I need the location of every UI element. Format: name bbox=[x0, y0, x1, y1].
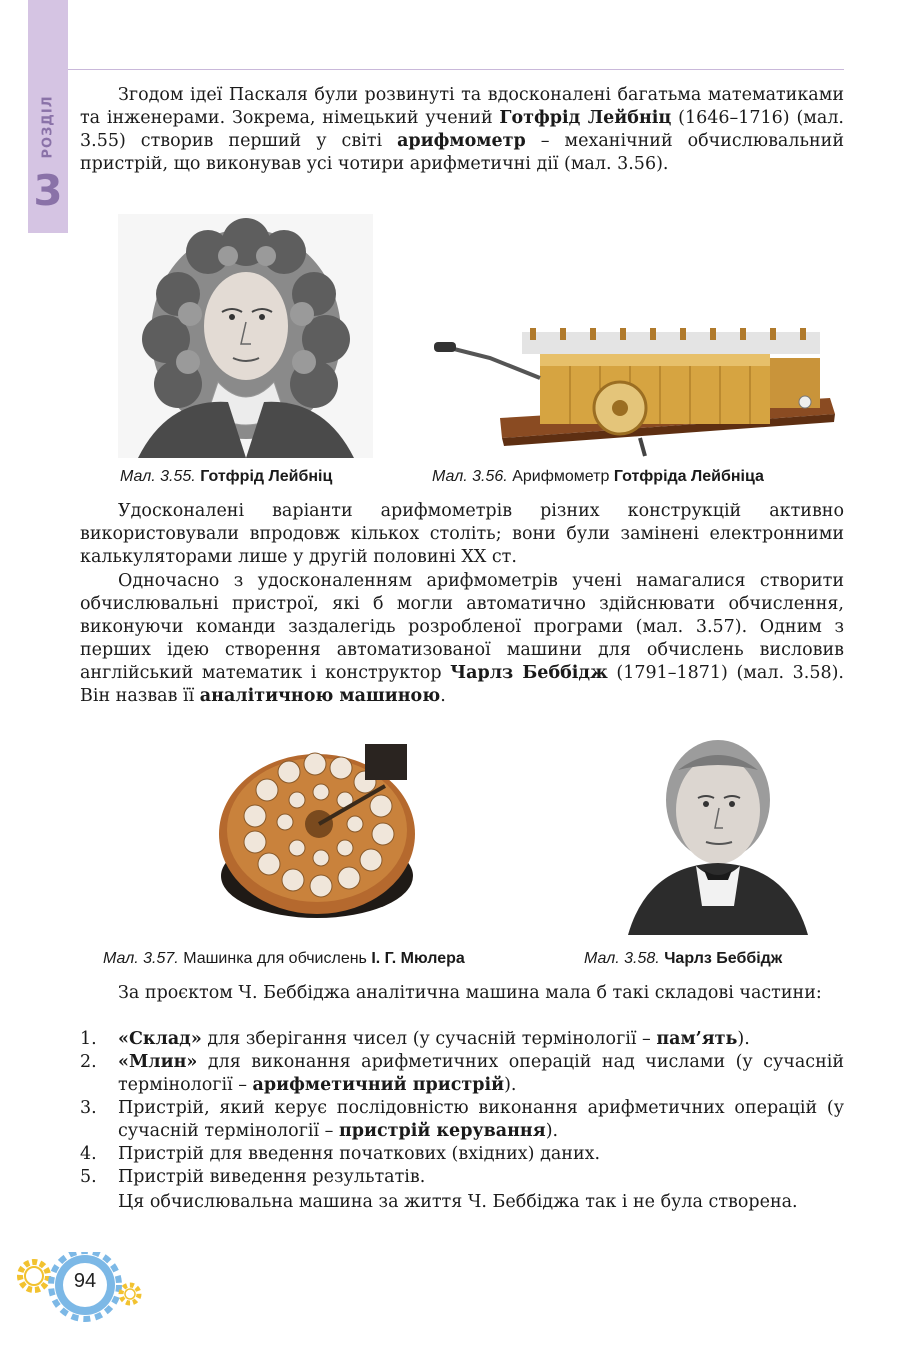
caption-fig-3-57: Мал. 3.57. Машинка для обчислень І. Г. Мюлера bbox=[103, 950, 465, 967]
leibniz-portrait-image bbox=[118, 214, 373, 458]
list-item: 5. Пристрій виведення результатів. bbox=[80, 1167, 426, 1187]
figure-muller-machine bbox=[215, 726, 420, 931]
figure-arithmometer bbox=[430, 318, 850, 458]
paragraph-leibniz: Згодом ідеї Паскаля були розвинуті та вдосконалені багатьма математиками та інженерами. Зокрема, німецький учений Готфрід Лейбніц (1646–1716) (мал. 3.55) створив перший у світі арифмометр – механічний обчислювальний пристрій, що виконував усі чотири арифметичні дії (мал. 3.56). bbox=[80, 85, 844, 174]
babbage-portrait-image bbox=[618, 730, 818, 935]
yellow-gear-left-icon bbox=[20, 1262, 48, 1290]
list-item: 1. «Склад» для зберігання чисел (у сучасній термінології – пам’ять). bbox=[80, 1029, 750, 1049]
paragraph-conclusion: Ця обчислювальна машина за життя Ч. Беббіджа так і не була створена. bbox=[118, 1192, 798, 1212]
chapter-number: 3 bbox=[33, 166, 63, 215]
caption-fig-3-58: Мал. 3.58. Чарлз Беббідж bbox=[584, 950, 783, 967]
list-item: 4. Пристрій для введення початкових (вхідних) даних. bbox=[80, 1144, 601, 1164]
figure-leibniz-portrait bbox=[118, 214, 373, 458]
arithmometer-image bbox=[430, 318, 850, 458]
figure-babbage-portrait bbox=[618, 730, 818, 935]
header-rule bbox=[68, 69, 844, 70]
paragraph-babbage: Одночасно з удосконаленням арифмометрів учені намагалися створити обчислювальні пристрої, які б могли автоматично здійснювати обчислення, виконуючи команди заздалегідь розробленої програми (мал. 3.57). Одним з перших ідею створення автоматизованої машини для обчислень висловив англійський математик і конструктор Чарлз Беббідж (1791–1871) (мал. 3.58). Він назвав її аналітичною машиною. bbox=[80, 571, 844, 706]
yellow-gear-right-icon bbox=[121, 1285, 139, 1303]
page-number: 94 bbox=[73, 1270, 97, 1292]
caption-fig-3-55: Мал. 3.55. Готфрід Лейбніц bbox=[120, 468, 333, 485]
chapter-tab bbox=[28, 0, 68, 233]
muller-machine-image bbox=[215, 726, 420, 931]
list-item: 2. «Млин» для виконання арифметичних операцій над числами (у сучасній термінології – арифметичний пристрій). bbox=[80, 1052, 844, 1095]
caption-fig-3-56: Мал. 3.56. Арифмометр Готфріда Лейбніца bbox=[432, 468, 764, 485]
list-item: 3. Пристрій, який керує послідовністю виконання арифметичних операцій (у сучасній термінології – пристрій керування). bbox=[80, 1098, 844, 1141]
paragraph-arithmometers: Удосконалені варіанти арифмометрів різних конструкцій активно використовували впродовж кількох століть; вони були замінені електронними калькуляторами лише у другій половині XX ст. bbox=[80, 501, 844, 567]
paragraph-components-intro: За проєктом Ч. Беббіджа аналітична машина мала б такі складові частини: bbox=[118, 983, 822, 1003]
chapter-word: РОЗДІЛ bbox=[40, 95, 56, 159]
